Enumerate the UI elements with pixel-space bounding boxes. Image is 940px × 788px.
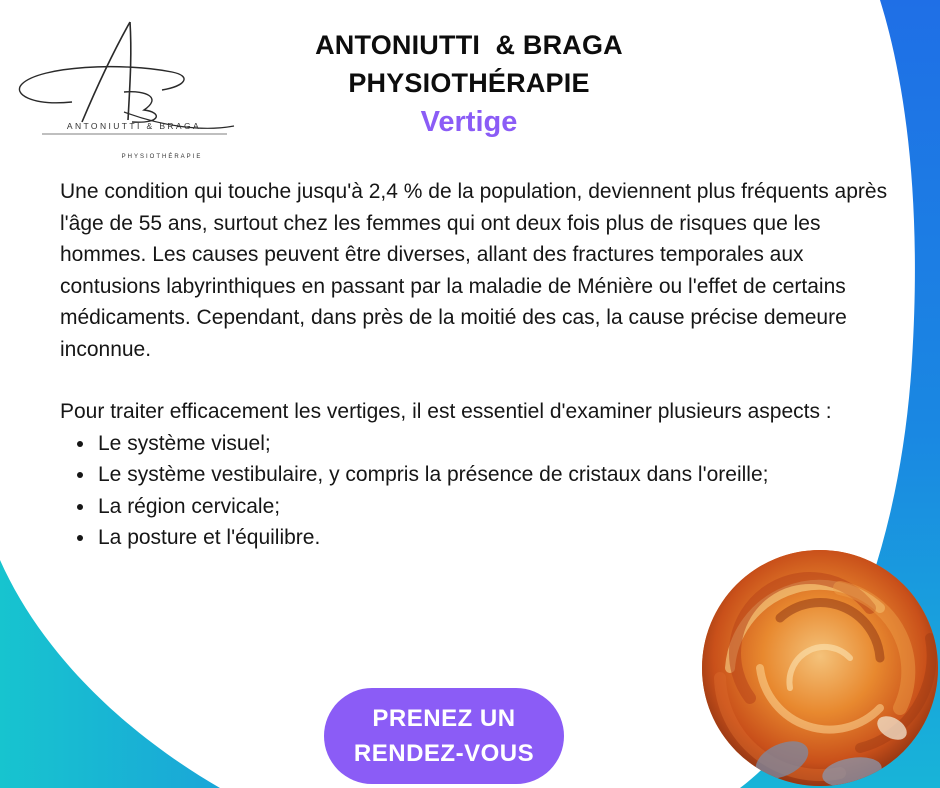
logo-name-text: ANTONIUTTI & BRAGA: [66, 121, 202, 131]
aspects-intro-text: Pour traiter efficacement les vertiges, il est essentiel d'examiner plusieurs aspects :: [60, 400, 832, 423]
book-appointment-button[interactable]: PRENEZ UN RENDEZ-VOUS: [324, 688, 564, 784]
list-item: • Le système vestibulaire, y compris la présence de cristaux dans l'oreille;: [96, 459, 828, 491]
monogram-signature-icon: [12, 14, 242, 164]
aspects-intro: [60, 396, 900, 428]
list-item: • La posture et l'équilibre.: [96, 522, 900, 554]
clinic-name: ANTONIUTTI & BRAGA: [315, 30, 623, 60]
vertigo-swirl-image: [702, 550, 938, 786]
logo-tagline-text: PHYSIOTHÉRAPIE: [121, 154, 203, 160]
clinic-specialty: PHYSIOTHÉRAPIE: [348, 68, 590, 98]
page-title: Vertige: [420, 106, 518, 138]
intro-paragraph: Une condition qui touche jusqu'à 2,4 % de la population, deviennent plus fréquents après l'âge de 55 ans, surtout chez les femmes qui ont deux fois plus de risques que les hommes. Les causes peuvent être diverses, allant des fractures temporales aux contusions labyrinthiques en passant par la maladie de Ménière ou l'effet de certains médicaments. Cependant, dans près de la moitié des cas, la cause précise demeure inconnue.: [60, 180, 888, 361]
aspects-list: [60, 428, 900, 554]
article-body: [60, 176, 900, 554]
list-item: • La région cervicale;: [96, 491, 900, 523]
list-item: • Le système visuel;: [96, 428, 900, 460]
brand-logo: [12, 14, 242, 164]
page-header: [240, 26, 698, 142]
